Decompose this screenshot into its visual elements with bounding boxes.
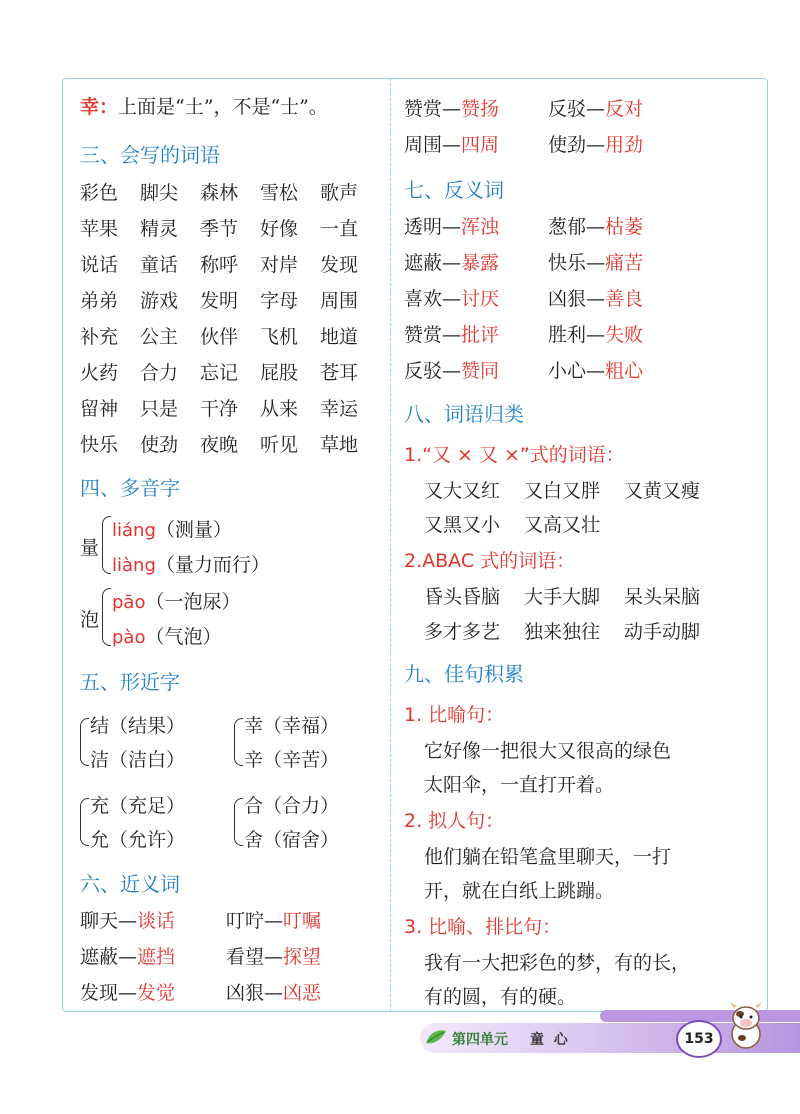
word: 留神 [80, 398, 119, 420]
polyphone-reading [112, 550, 270, 577]
word: 大手大脚 [524, 586, 601, 608]
brace [80, 718, 89, 766]
synonym-pair [80, 942, 175, 969]
answer-word: 赞同 [461, 360, 500, 382]
answer-word: 浑浊 [461, 216, 500, 238]
footer-unit: 第四单元 [452, 1032, 508, 1048]
word: 使劲— [548, 134, 606, 156]
page-number: 153 [676, 1020, 722, 1058]
word: 小心— [548, 360, 606, 382]
antonym-pair [404, 212, 499, 239]
synonym-pair [226, 978, 321, 1005]
example-word: （一泡尿） [145, 591, 241, 613]
word: 伙伴 [200, 326, 239, 348]
synonym-pair [548, 130, 643, 157]
synonym-pair [404, 94, 499, 121]
antonym-pair [404, 284, 499, 311]
word: 透明— [404, 216, 462, 238]
word: 精灵 [140, 218, 179, 240]
answer-word: 粗心 [605, 360, 644, 382]
sentence-line: 开，就在白纸上跳蹦。 [424, 880, 615, 902]
word: 看望— [226, 946, 284, 968]
antonym-pair [404, 356, 499, 383]
word: 又黑又小 [424, 514, 501, 536]
word: 飞机 [260, 326, 299, 348]
word: 合力 [140, 362, 179, 384]
word: 反驳— [548, 98, 606, 120]
word: 反驳— [404, 360, 462, 382]
word: 又黄又瘦 [624, 480, 701, 502]
section-9-title: 九、佳句积累 [404, 662, 524, 686]
answer-word: 探望 [283, 946, 322, 968]
word-row [80, 358, 380, 385]
synonym-pair [80, 906, 175, 933]
answer-word: 发觉 [137, 982, 176, 1004]
section-4-title: 四、多音字 [80, 476, 180, 500]
answer-word: 遮挡 [137, 946, 176, 968]
brace [234, 798, 243, 846]
answer-word: 枯萎 [605, 216, 644, 238]
synonym-pair [404, 130, 499, 157]
word: 呆头呆脑 [624, 586, 701, 608]
sentence-line: 他们躺在铅笔盒里聊天，一打 [424, 846, 672, 868]
mascot-cow-icon [718, 996, 774, 1054]
word: 屁股 [260, 362, 299, 384]
word-row [80, 394, 380, 421]
example-word: （量力而行） [155, 554, 270, 576]
polyphone-reading [112, 622, 221, 649]
answer-word: 凶恶 [283, 982, 322, 1004]
word: 昏头昏脑 [424, 586, 501, 608]
word: 雪松 [260, 182, 299, 204]
answer-word: 善良 [605, 288, 644, 310]
word: 干净 [200, 398, 239, 420]
word: 字母 [260, 290, 299, 312]
antonym-pair [548, 320, 643, 347]
polyphone-char: 泡 [80, 609, 100, 631]
word: 歌声 [320, 182, 359, 204]
sentence-line: 有的圆，有的硬。 [424, 986, 577, 1008]
word: 又白又胖 [524, 480, 601, 502]
word: 遮蔽— [404, 252, 462, 274]
section-9-sub1: 1. 比喻句： [404, 704, 505, 726]
word: 赞赏— [404, 98, 462, 120]
word: 葱郁— [548, 216, 606, 238]
word: 使劲 [140, 434, 179, 456]
word-row [424, 510, 624, 537]
word: 好像 [260, 218, 299, 240]
word: 赞赏— [404, 324, 462, 346]
word: 聊天— [80, 910, 138, 932]
answer-word: 批评 [461, 324, 500, 346]
word: 森林 [200, 182, 239, 204]
similar-char: 结（结果） [90, 715, 186, 737]
synonym-pair [226, 906, 321, 933]
word: 快乐— [548, 252, 606, 274]
word: 周围 [320, 290, 359, 312]
section-5-title: 五、形近字 [80, 670, 180, 694]
word: 一直 [320, 218, 359, 240]
word-row [80, 214, 380, 241]
similar-char: 合（合力） [244, 795, 340, 817]
antonym-pair [404, 320, 499, 347]
sentence-line: 太阳伞，一直打开着。 [424, 774, 615, 796]
word: 听见 [260, 434, 299, 456]
pinyin: pāo [112, 592, 146, 613]
word: 称呼 [200, 254, 239, 276]
word: 幸运 [320, 398, 359, 420]
xing-note-label: 幸： [80, 96, 119, 118]
leaf-icon [424, 1027, 448, 1047]
similar-char: 充（充足） [90, 795, 186, 817]
word: 苍耳 [320, 362, 359, 384]
brace [102, 516, 111, 574]
answer-word: 讨厌 [461, 288, 500, 310]
answer-word: 反对 [605, 98, 644, 120]
word: 弟弟 [80, 290, 119, 312]
xing-note [80, 92, 328, 119]
word: 又大又红 [424, 480, 501, 502]
word-row [424, 617, 714, 644]
section-8-sub2: 2.ABAC 式的词语： [404, 550, 576, 572]
similar-char: 幸（幸福） [244, 715, 340, 737]
synonym-pair [80, 978, 175, 1005]
word: 童话 [140, 254, 179, 276]
answer-word: 失败 [605, 324, 644, 346]
word: 凶狠— [548, 288, 606, 310]
similar-char: 舍（宿舍） [244, 829, 340, 851]
word: 独来独往 [524, 621, 601, 643]
brace [80, 798, 89, 846]
answer-word: 四周 [461, 134, 500, 156]
sentence-line: 我有一大把彩色的梦，有的长， [424, 952, 691, 974]
footer-title: 童 心 [530, 1032, 568, 1048]
word: 苹果 [80, 218, 119, 240]
word: 凶狠— [226, 982, 284, 1004]
word: 公主 [140, 326, 179, 348]
word-row [80, 322, 380, 349]
answer-word: 赞扬 [461, 98, 500, 120]
word: 发现— [80, 982, 138, 1004]
section-8-sub1: 1.“又 × 又 ×”式的词语： [404, 444, 625, 466]
word: 多才多艺 [424, 621, 501, 643]
polyphone-reading [112, 515, 232, 542]
polyphone-char: 量 [80, 537, 100, 559]
antonym-pair [548, 248, 643, 275]
word: 又高又壮 [524, 514, 601, 536]
word: 补充 [80, 326, 119, 348]
word: 遮蔽— [80, 946, 138, 968]
word: 说话 [80, 254, 119, 276]
section-9-sub3: 3. 比喻、排比句： [404, 916, 562, 938]
word: 动手动脚 [624, 621, 701, 643]
word: 喜欢— [404, 288, 462, 310]
word-row [80, 250, 380, 277]
word: 季节 [200, 218, 239, 240]
word: 只是 [140, 398, 179, 420]
answer-word: 暴露 [461, 252, 500, 274]
column-divider [390, 78, 391, 1012]
word: 草地 [320, 434, 359, 456]
pinyin: pào [112, 627, 146, 648]
synonym-pair [226, 942, 321, 969]
word: 周围— [404, 134, 462, 156]
word: 忘记 [200, 362, 239, 384]
similar-char: 辛（辛苦） [244, 749, 340, 771]
word: 地道 [320, 326, 359, 348]
word: 从来 [260, 398, 299, 420]
word: 叮咛— [226, 910, 284, 932]
antonym-pair [548, 284, 643, 311]
example-word: （测量） [155, 519, 232, 541]
sentence-line: 它好像一把很大又很高的绿色 [424, 740, 672, 762]
word-row [424, 582, 714, 609]
word: 发现 [320, 254, 359, 276]
word: 游戏 [140, 290, 179, 312]
word: 脚尖 [140, 182, 179, 204]
word-row [80, 178, 380, 205]
answer-word: 用劲 [605, 134, 644, 156]
word: 夜晚 [200, 434, 239, 456]
antonym-pair [404, 248, 499, 275]
word-row [80, 430, 380, 457]
word-row [80, 286, 380, 313]
word: 发明 [200, 290, 239, 312]
word: 对岸 [260, 254, 299, 276]
pinyin: liàng [112, 555, 156, 576]
word-row [424, 476, 714, 503]
pinyin: liáng [112, 520, 156, 541]
synonym-pair [548, 94, 643, 121]
section-3-title: 三、会写的词语 [80, 143, 220, 167]
section-8-title: 八、词语归类 [404, 402, 524, 426]
answer-word: 痛苦 [605, 252, 644, 274]
antonym-pair [548, 356, 643, 383]
word: 彩色 [80, 182, 119, 204]
section-9-sub2: 2. 拟人句： [404, 810, 505, 832]
xing-note-text: 上面是“土”，不是“士”。 [118, 96, 328, 118]
word: 快乐 [80, 434, 119, 456]
word: 火药 [80, 362, 119, 384]
section-7-title: 七、反义词 [404, 178, 504, 202]
polyphone-reading [112, 587, 240, 614]
section-6-title: 六、近义词 [80, 872, 180, 896]
word: 胜利— [548, 324, 606, 346]
similar-char: 允（允许） [90, 829, 186, 851]
similar-char: 洁（洁白） [90, 749, 186, 771]
brace [234, 718, 243, 766]
antonym-pair [548, 212, 643, 239]
answer-word: 谈话 [137, 910, 176, 932]
example-word: （气泡） [145, 626, 222, 648]
answer-word: 叮嘱 [283, 910, 322, 932]
brace [102, 588, 111, 646]
